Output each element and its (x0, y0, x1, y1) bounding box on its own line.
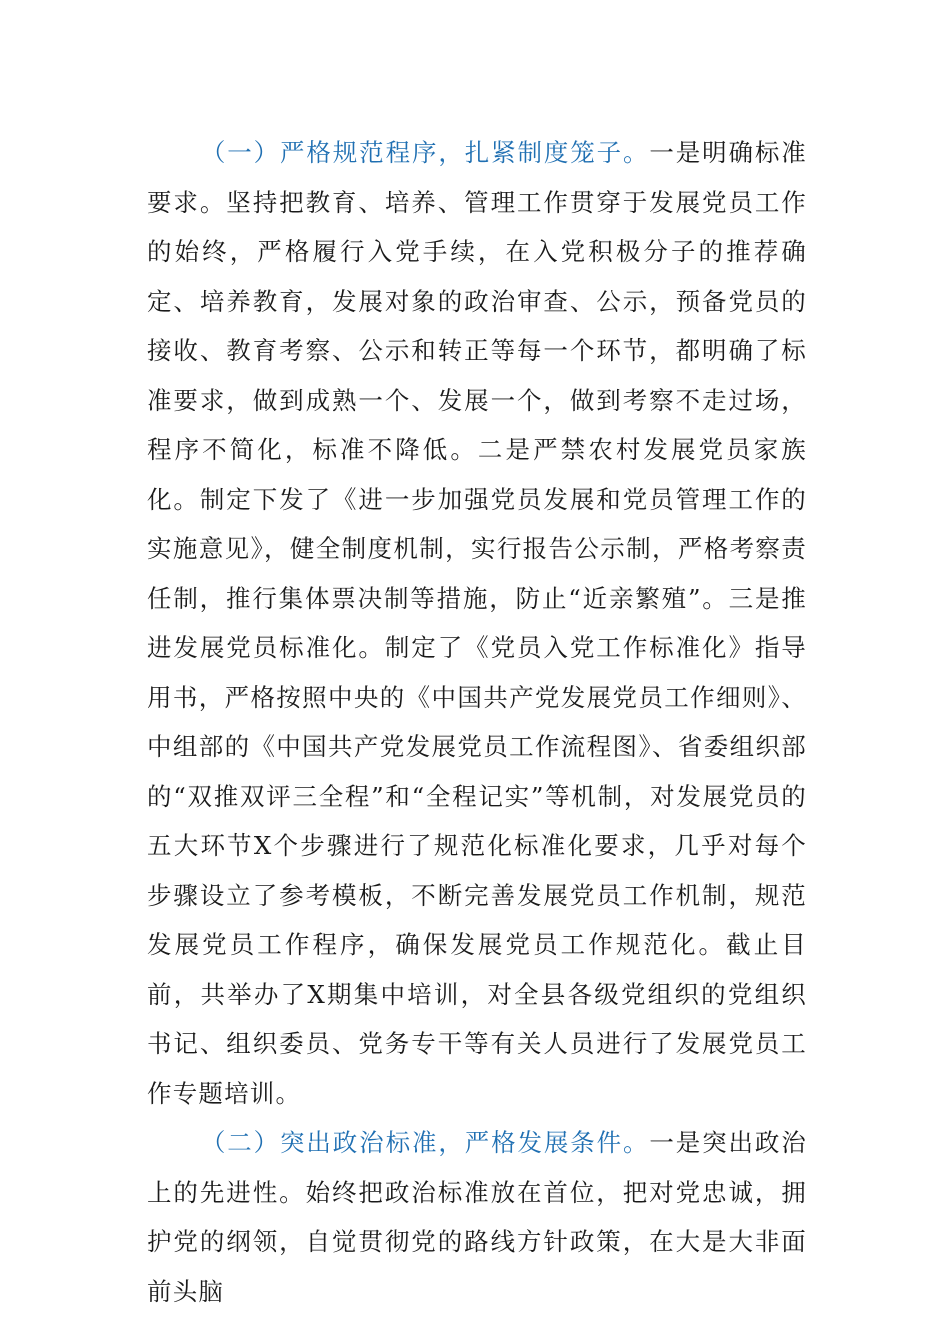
document-body (147, 128, 807, 1316)
paragraph-1-text: 一是明确标准要求。坚持把教育、培养、管理工作贯穿于发展党员工作的始终，严格履行入党手续，在入党积极分子的推荐确定、培养教育，发展对象的政治审查、公示，预备党员的接收、教育考察、公示和转正等每一个环节，都明确了标准要求，做到成熟一个、发展一个，做到考察不走过场，程序不简化，标准不降低。二是严禁农村发展党员家族化。制定下发了《进一步加强党员发展和党员管理工作的实施意见》，健全制度机制，实行报告公示制，严格考察责任制，推行集体票决制等措施，防止“近亲繁殖”。三是推进发展党员标准化。制定了《党员入党工作标准化》指导用书，严格按照中央的《中国共产党发展党员工作细则》、中组部的《中国共产党发展党员工作流程图》、省委组织部的“双推双评三全程”和“全程记实”等机制，对发展党员的五大环节X个步骤进行了规范化标准化要求，几乎对每个步骤设立了参考模板，不断完善发展党员工作机制，规范发展党员工作程序，确保发展党员工作规范化。截止目前，共举办了X期集中培训，对全县各级党组织的党组织书记、组织委员、党务专干等有关人员进行了发展党员工作专题培训。 (147, 138, 807, 1108)
section-heading-1: （一）严格规范程序，扎紧制度笼子。 (200, 138, 650, 167)
section-heading-2: （二）突出政治标准，严格发展条件。 (200, 1128, 650, 1157)
paragraph-2 (147, 1118, 807, 1316)
paragraph-1 (147, 128, 807, 1118)
paragraph-2-text: 一是突出政治上的先进性。始终把政治标准放在首位，把对党忠诚，拥护党的纲领，自觉贯彻党的路线方针政策，在大是大非面前头脑 (147, 1128, 807, 1306)
